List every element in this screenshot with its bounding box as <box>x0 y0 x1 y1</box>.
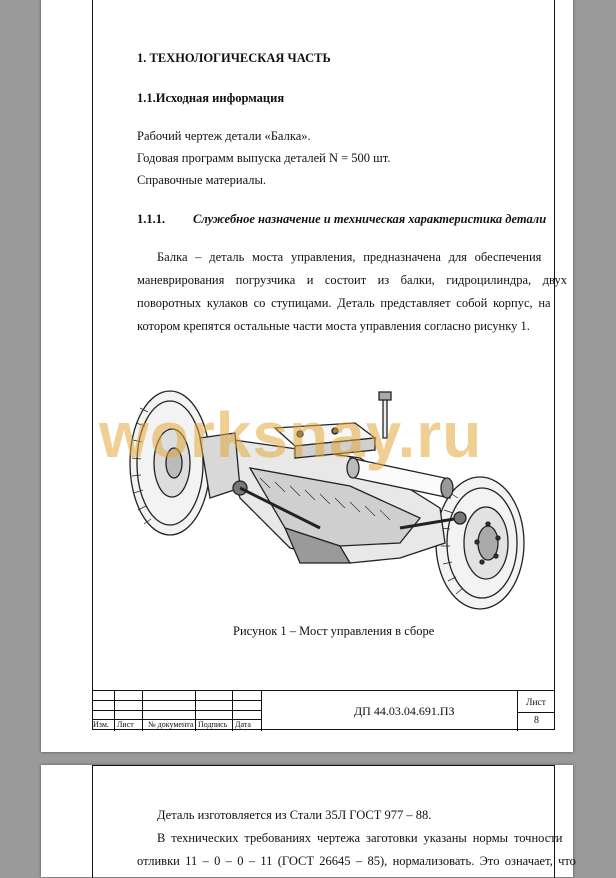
figure-caption: Рисунок 1 – Мост управления в сборе <box>233 624 435 638</box>
page2-line-3: отливки 11 – 0 – 0 – 11 (ГОСТ 26645 – 85), нормализовать. Это означает, что <box>137 854 576 868</box>
col-sign-label: Подпись <box>198 720 228 729</box>
chapter-heading: 1. ТЕХНОЛОГИЧЕСКАЯ ЧАСТЬ <box>137 51 331 65</box>
paragraph-line-1: Балка – деталь моста управления, предназначена для обеспечения <box>157 250 542 264</box>
document-page-1 <box>41 0 573 752</box>
paragraph-line-3: поворотных кулаков со ступицами. Деталь представляет собой корпус, на <box>137 296 551 310</box>
subsection-heading: 1.1.Исходная информация <box>137 91 285 105</box>
title-block <box>92 690 555 731</box>
col-izm-label: Изм. <box>93 720 109 729</box>
col-date-label: Дата <box>235 720 251 729</box>
col-list-label: Лист <box>117 720 134 729</box>
info-line-1: Рабочий чертеж детали «Балка». <box>137 129 311 143</box>
paragraph-line-2: маневрирования погрузчика и состоит из балки, гидроцилиндра, двух <box>137 273 567 287</box>
page-frame <box>92 0 555 730</box>
info-line-3: Справочные материалы. <box>137 173 267 187</box>
watermark: worksnay.ru <box>99 399 483 471</box>
document-page-2 <box>41 765 576 877</box>
page2-line-1: Деталь изготовляется из Стали 35Л ГОСТ 977 – 88. <box>157 808 432 822</box>
section-number: 1.1.1. <box>137 212 166 226</box>
section-title: Служебное назначение и техническая характеристика детали <box>193 212 547 226</box>
page2-line-2: В технических требованиях чертежа заготовки указаны нормы точности <box>157 831 563 845</box>
sheet-number: 8 <box>534 715 539 726</box>
info-line-2: Годовая программ выпуска деталей N = 500 шт. <box>137 151 391 165</box>
paragraph-line-4: котором крепятся остальные части моста управления согласно рисунку 1. <box>137 319 530 333</box>
sheet-label: Лист <box>526 698 546 708</box>
document-code: ДП 44.03.04.691.ПЗ <box>354 704 455 718</box>
col-doc-label: № документа <box>148 720 194 729</box>
